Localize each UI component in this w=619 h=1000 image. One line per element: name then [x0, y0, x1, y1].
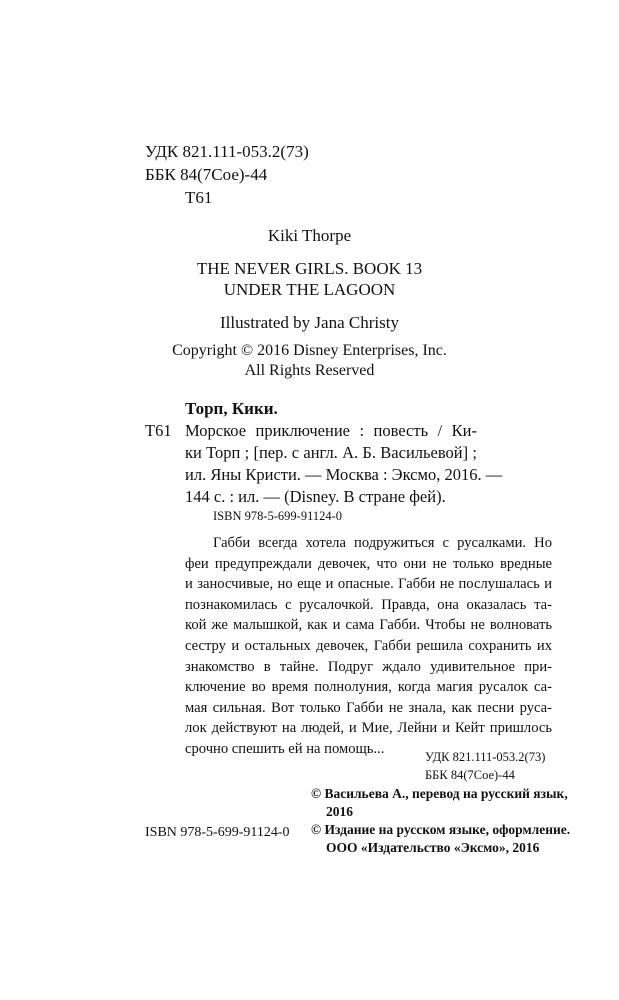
- catalog-isbn: ISBN 978-5-699-91124-0: [213, 509, 343, 523]
- catalog-author-sign: Т61: [145, 421, 172, 440]
- annotation-last-line: срочно спешить ей на помощь...: [185, 740, 385, 757]
- catalog-line: ки Торп ; [пер. с англ. А. Б. Васильевой] ;: [185, 443, 477, 462]
- annotation-line: знакомство в тайне. Подруг ждало удивительное при-: [185, 658, 552, 675]
- copyright-en-line2: All Rights Reserved: [244, 362, 375, 379]
- catalog-line: Морское приключение : повесть / Ки-: [185, 421, 477, 440]
- annotation: [185, 533, 552, 760]
- catalog-description: [185, 420, 503, 508]
- copyright-publisher: ООО «Издательство «Эксмо», 2016: [326, 840, 540, 855]
- copyright-translation: © Васильева А., перевод на русский язык,: [311, 786, 568, 801]
- catalog-line: ил. Яны Кристи. — Москва : Эксмо, 2016. —: [185, 465, 503, 484]
- annotation-line: Габби всегда хотела подружиться с русалками. Но: [213, 535, 552, 551]
- annotation-line: ключение во время полнолуния, когда магия русалок са-: [185, 679, 552, 696]
- bbk-code-bottom: ББК 84(7Сое)-44: [425, 768, 515, 782]
- annotation-line: познакомилась с русалочкой. Правда, она оказалась та-: [185, 596, 552, 613]
- annotation-line: мая сильная. Вот только Габби не знала, как песни руса-: [185, 699, 552, 716]
- title-en-line2: UNDER THE LAGOON: [223, 280, 396, 299]
- annotation-line: сестру и остальных девочек, Габби решила сохранить их: [185, 637, 552, 654]
- annotation-line: и заносчивые, но еще и опасные. Габби не послушалась и: [185, 576, 552, 593]
- illustrator-en: Illustrated by Jana Christy: [220, 313, 399, 332]
- author-sign-top: Т61: [185, 188, 213, 207]
- author-name-en: Kiki Thorpe: [267, 226, 352, 245]
- annotation-line: лок действуют на людей, и Мие, Лейни и Кейт пришлось: [185, 720, 552, 737]
- catalog-author-heading: Торп, Кики.: [185, 399, 278, 418]
- bbk-code-top: ББК 84(7Сое)-44: [145, 165, 268, 184]
- copyright-translation-year: 2016: [326, 804, 353, 819]
- annotation-line: феи предупреждали девочек, что они не только вредные: [185, 555, 552, 572]
- annotation-line: кой же малышкой, как и сама Габби. Чтобы не волновать: [185, 617, 552, 634]
- title-en-line1: THE NEVER GIRLS. BOOK 13: [196, 259, 423, 278]
- catalog-line: 144 с. : ил. — (Disney. В стране фей).: [185, 487, 446, 506]
- copyright-edition: © Издание на русском языке, оформление.: [311, 822, 571, 837]
- udk-code-top: УДК 821.111-053.2(73): [145, 142, 309, 161]
- copyright-en-line1: Copyright © 2016 Disney Enterprises, Inc.: [172, 342, 447, 359]
- isbn-bottom: ISBN 978-5-699-91124-0: [145, 825, 290, 840]
- udk-code-bottom: УДК 821.111-053.2(73): [425, 750, 546, 764]
